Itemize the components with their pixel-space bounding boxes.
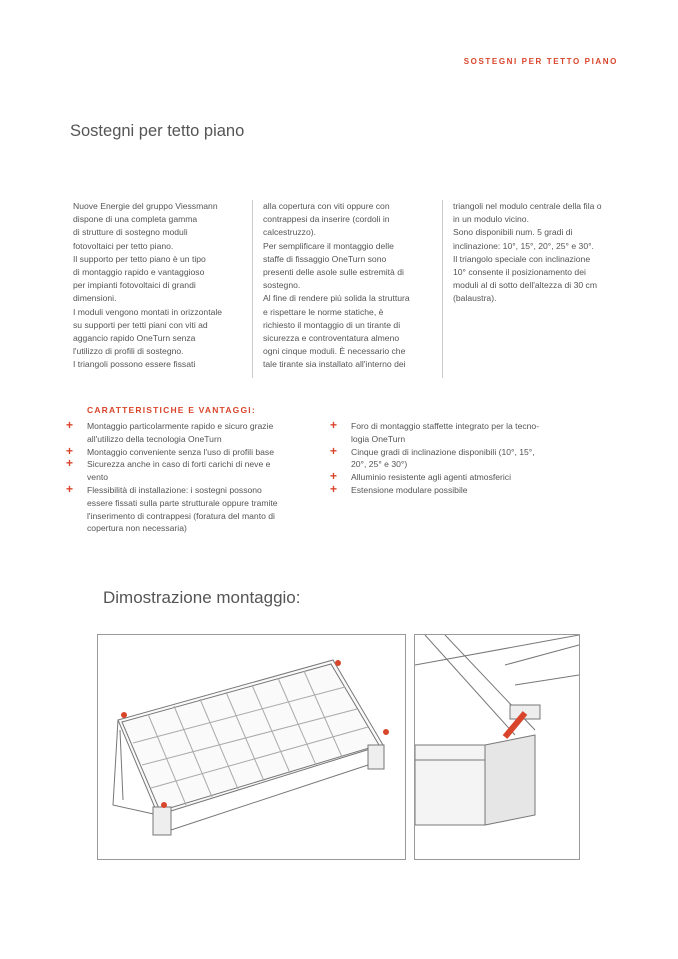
features-list-left — [66, 420, 316, 535]
text-column-2 — [263, 200, 443, 372]
feature-item — [66, 481, 316, 535]
feature-item — [66, 420, 316, 446]
plus-icon: + — [66, 481, 74, 496]
text-column-3 — [453, 200, 633, 306]
feature-text: Alluminio resistente agli agenti atmosferici — [351, 472, 512, 483]
feature-text: Cinque gradi di inclinazione disponibili (10°, 15°, 20°, 25° e 30°) — [351, 446, 535, 470]
feature-item — [66, 443, 316, 459]
feature-text: Foro di montaggio staffette integrato per la tecno- logia OneTurn — [351, 421, 540, 444]
feature-text: Flessibilità di installazione: i sostegni possono essere fissati sulla parte strutturale oppure tramite l'inserimento di contrappesi (foratura del manto di copertura non necessaria) — [87, 484, 278, 534]
feature-text: Montaggio conveniente senza l'uso di profili base — [87, 446, 275, 457]
plus-icon: + — [66, 418, 74, 432]
bracket-detail-illustration — [414, 634, 580, 860]
features-heading: CARATTERISTICHE E VANTAGGI: — [87, 405, 256, 415]
text-column-1 — [73, 200, 253, 372]
paragraph: alla copertura con viti oppure con contrappesi da inserire (cordoli in calcestruzzo). Per semplificare il montaggio delle staffe di fissaggio OneTurn sono presenti delle asole sulle estremità di sostegno. Al fine di rendere più solida la struttura e rispettare le norme statiche, è richiesto il montaggio di un tirante di sicurezza e controventatura almeno ogni cinque moduli. È necessario che tale tirante sia installato all'interno dei — [263, 201, 410, 370]
feature-text: Estensione modulare possibile — [351, 484, 468, 495]
plus-icon: + — [66, 443, 74, 458]
feature-item — [66, 458, 316, 484]
feature-item — [330, 443, 580, 472]
feature-item — [330, 481, 580, 497]
plus-icon: + — [330, 481, 338, 496]
paragraph: triangoli nel modulo centrale della fila o in un modulo vicino. Sono disponibili num. 5 gradi di inclinazione: 10°, 15°, 20°, 25° e 30°. Il triangolo speciale con inclinazione 10° consente il posizionamento dei moduli al di sotto dell'altezza di 30 cm (balaustra). — [453, 201, 602, 304]
solar-panel-drawing — [98, 635, 405, 859]
demo-title: Dimostrazione montaggio: — [103, 588, 301, 607]
feature-text: Sicurezza anche in caso di forti carichi di neve e vento — [87, 459, 271, 483]
panel-assembly-illustration — [97, 634, 406, 860]
bracket-drawing — [415, 635, 579, 859]
section-header: SOSTEGNI PER TETTO PIANO — [463, 57, 618, 66]
column-divider — [252, 200, 253, 378]
feature-item — [330, 471, 580, 484]
paragraph: Nuove Energie del gruppo Viessmann dispone di una completa gamma di strutture di sostegno moduli fotovoltaici per tetto piano. Il supporto per tetto piano è un tipo di montaggio rapido e vantaggioso per impianti fotovoltaici di grandi dimensioni. I moduli vengono montati in orizzontale su supporti per tetti piani con viti ad aggancio rapido OneTurn senza l'utilizzo di profili di sostegno. I triangoli possono essere fissati — [73, 201, 223, 370]
page-title: Sostegni per tetto piano — [70, 122, 245, 140]
column-divider — [442, 200, 443, 378]
plus-icon: + — [330, 443, 338, 458]
feature-text: Montaggio particolarmente rapido e sicuro grazie all'utilizzo della tecnologia OneTurn — [87, 421, 274, 444]
plus-icon: + — [66, 456, 74, 471]
features-list-right — [330, 420, 580, 497]
feature-item — [330, 420, 580, 446]
plus-icon: + — [330, 418, 338, 432]
plus-icon: + — [330, 469, 338, 484]
